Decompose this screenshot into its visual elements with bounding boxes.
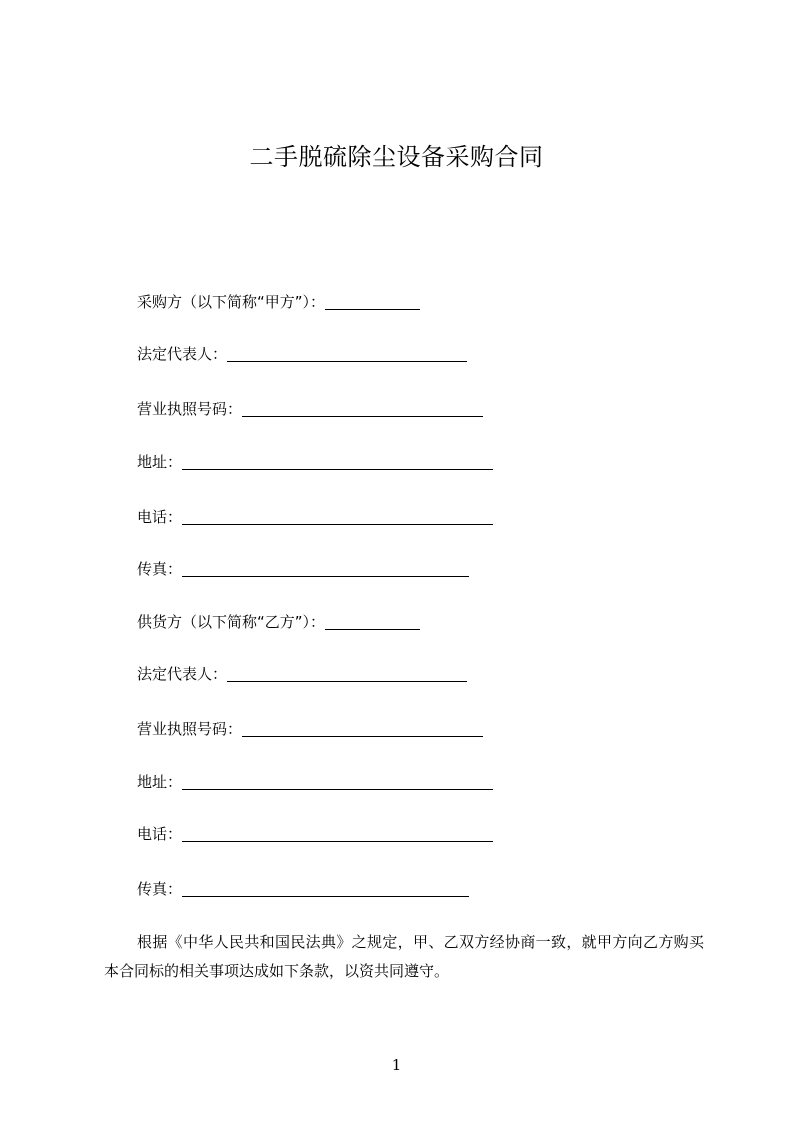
document-title: 二手脱硫除尘设备采购合同: [249, 143, 544, 171]
supplier-representative-field: [137, 662, 467, 686]
buyer-fax-field: [137, 557, 469, 581]
supplier-address-field: [137, 770, 493, 794]
supplier-license-field: [137, 717, 483, 741]
buyer-party-label: 采购方（以下简称“甲方”）：: [137, 293, 326, 311]
buyer-fax-label: 传真：: [137, 560, 183, 578]
buyer-phone-label: 电话：: [137, 508, 183, 526]
supplier-party-blank[interactable]: [325, 610, 420, 630]
supplier-license-blank[interactable]: [242, 717, 483, 737]
supplier-party-field: [137, 610, 420, 634]
supplier-address-label: 地址：: [137, 773, 183, 791]
supplier-license-label: 营业执照号码：: [137, 720, 243, 738]
supplier-fax-label: 传真：: [137, 880, 183, 898]
supplier-fax-field: [137, 877, 469, 901]
supplier-party-label: 供货方（以下简称“乙方”）：: [137, 613, 326, 631]
buyer-address-blank[interactable]: [182, 450, 493, 470]
buyer-phone-field: [137, 505, 493, 529]
buyer-license-field: [137, 397, 483, 421]
supplier-representative-label: 法定代表人：: [137, 665, 228, 683]
buyer-representative-blank[interactable]: [227, 342, 467, 362]
buyer-address-label: 地址：: [137, 453, 183, 471]
supplier-phone-blank[interactable]: [182, 822, 493, 842]
buyer-representative-field: [137, 342, 467, 366]
buyer-phone-blank[interactable]: [182, 505, 493, 525]
intro-paragraph: 根据《中华人民共和国民法典》之规定，甲、乙双方经协商一致，就甲方向乙方购买本合同标的相关事项达成如下条款，以资共同遵守。: [104, 933, 704, 980]
buyer-party-blank[interactable]: [325, 290, 420, 310]
page-number: 1: [391, 1056, 402, 1074]
buyer-license-label: 营业执照号码：: [137, 400, 243, 418]
supplier-address-blank[interactable]: [182, 770, 493, 790]
supplier-phone-label: 电话：: [137, 825, 183, 843]
buyer-fax-blank[interactable]: [182, 557, 469, 577]
supplier-fax-blank[interactable]: [182, 877, 469, 897]
buyer-representative-label: 法定代表人：: [137, 345, 228, 363]
buyer-address-field: [137, 450, 493, 474]
buyer-party-field: [137, 290, 420, 314]
supplier-phone-field: [137, 822, 493, 846]
supplier-representative-blank[interactable]: [227, 662, 467, 682]
buyer-license-blank[interactable]: [242, 397, 483, 417]
